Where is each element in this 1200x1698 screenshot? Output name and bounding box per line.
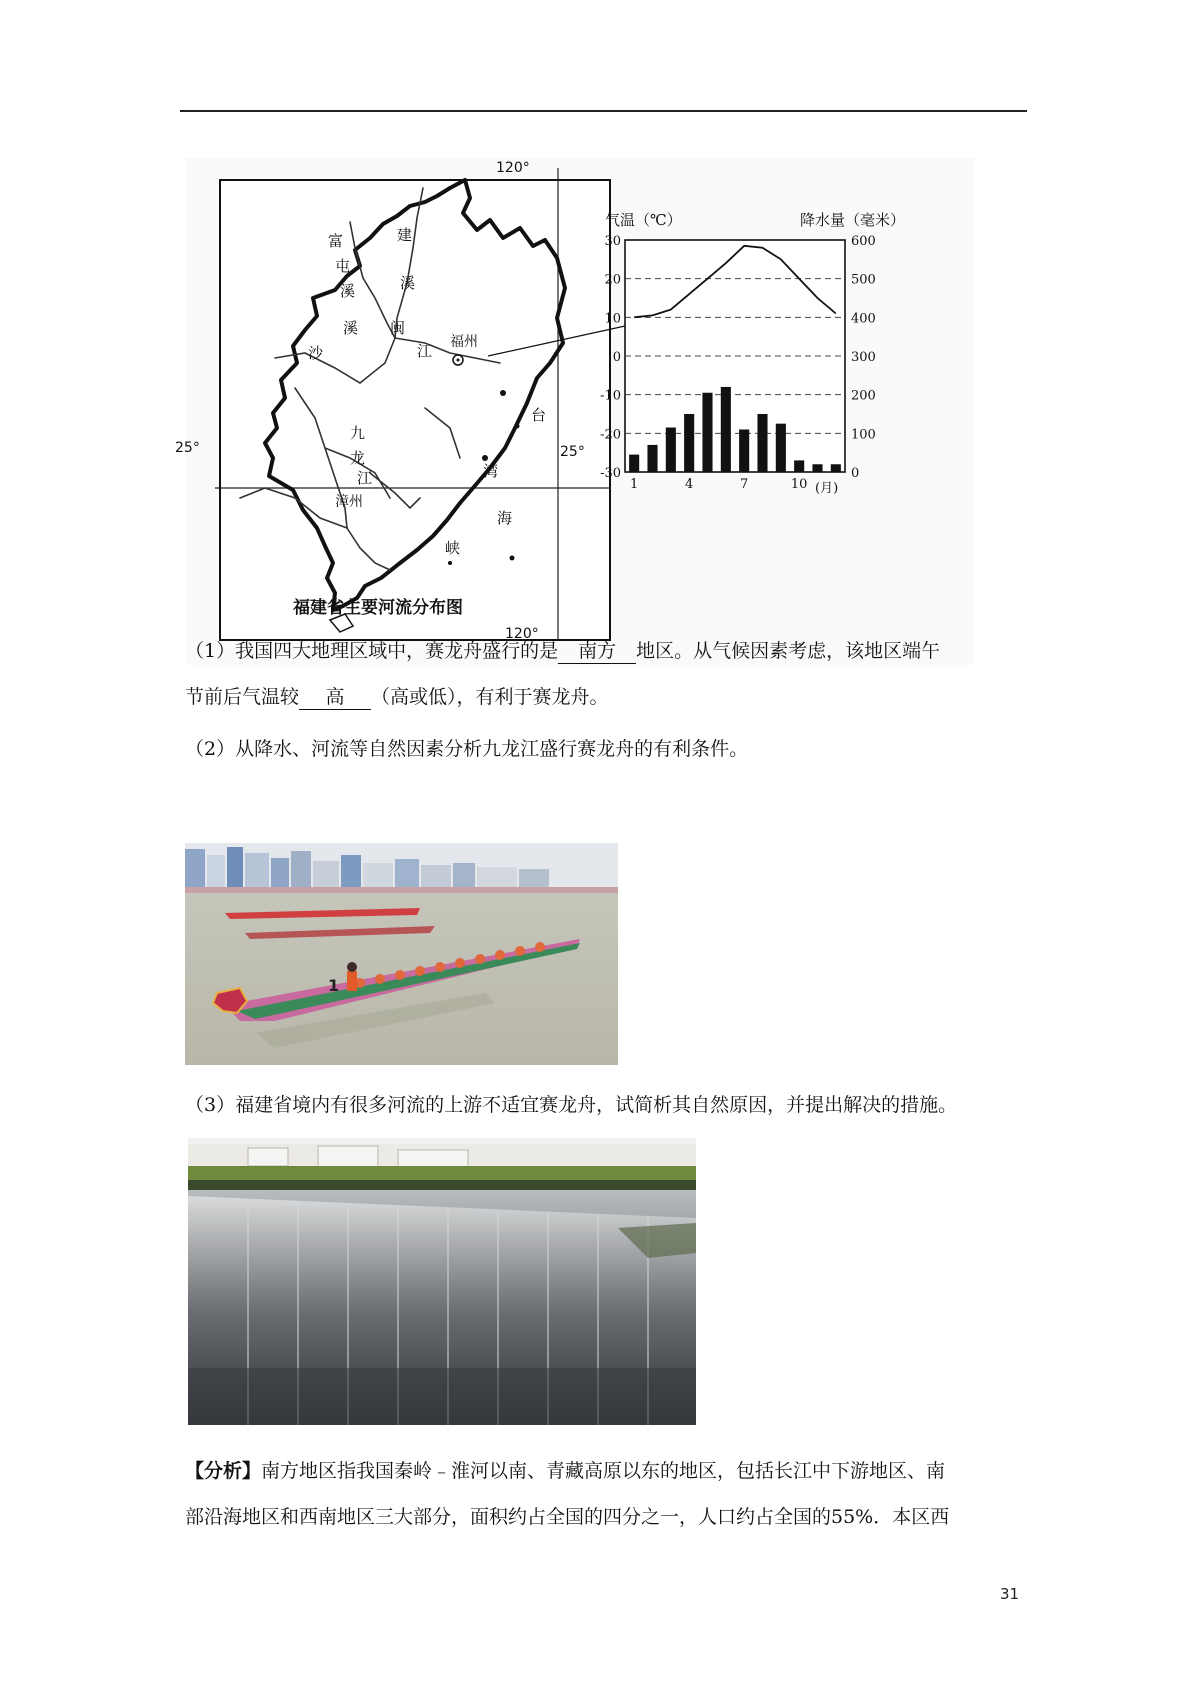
precipitation-bar-month-12 [831,464,841,472]
label-strait-2: 湾 [483,462,499,480]
label-jianxi-2: 溪 [400,274,416,292]
label-fuzhou: 福州 [450,334,478,350]
y-left-axis-label: 气温（℃） [605,211,682,229]
precipitation-bar-month-5 [702,393,712,472]
precipitation-bar-month-7 [739,429,749,472]
y-left-tick-label: -30 [600,466,621,481]
lat-label-mid: 25° [560,444,585,460]
q1-answer-blank-1: 南方 [558,639,636,664]
y-left-tick-label: 30 [604,234,621,249]
y-left-tick-label: 10 [604,311,621,327]
dragon-boat-photo [185,843,618,1065]
analysis-paragraph [185,1448,1035,1540]
question-1 [185,628,1015,720]
label-strait-4: 峡 [445,539,461,557]
y-left-tick-label: 20 [604,272,621,288]
label-jiulong-2: 龙 [350,449,366,467]
q1-suffix: （高或低），有利于赛龙舟。 [371,686,609,708]
x-tick-label: 7 [740,477,749,492]
q2-text: （2）从降水、河流等自然因素分析九龙江盛行赛龙舟的有利条件。 [185,738,749,760]
y-right-tick-label: 400 [851,311,876,327]
label-jianxi-1: 建 [397,226,413,244]
label-shaxi-1: 沙 [308,344,324,362]
y-right-tick-label: 200 [851,388,876,404]
question-3 [185,1082,1035,1128]
y-right-tick-label: 500 [851,272,876,288]
label-futun-1: 富 [328,232,344,250]
precipitation-bar-month-8 [757,414,767,472]
lon-label-bottom: 120° [505,626,539,642]
y-right-tick-label: 300 [851,350,876,365]
precipitation-bar-month-1 [629,455,639,472]
y-left-tick-label: -10 [600,388,621,404]
fujian-river-map [175,158,975,665]
y-right-axis-label: 降水量（毫米） [800,211,906,229]
label-zhangzhou: 漳州 [335,494,363,510]
map-figure [175,158,975,665]
label-jiulong-3: 江 [357,469,373,487]
label-futun-2: 屯 [335,257,351,275]
y-left-tick-label: 0 [612,350,621,365]
label-futun-3: 溪 [340,282,356,300]
q1-line2-prefix: 节前后气温较 [185,686,300,708]
x-unit-label: (月) [815,481,839,496]
analysis-line-1: 南方地区指我国秦岭﹣淮河以南、青藏高原以东的地区，包括长江中下游地区、南 [261,1460,946,1482]
y-left-tick-label: -20 [600,427,621,443]
page-number: 31 [1000,1585,1020,1603]
q1-prefix: （1）我国四大地理区域中，赛龙舟盛行的是 [185,640,559,662]
analysis-tag: 【分析】 [185,1460,262,1482]
map-caption: 福建省主要河流分布图 [293,598,463,618]
y-right-tick-label: 0 [851,466,860,481]
precipitation-bar-month-6 [721,387,731,472]
analysis-line-2: 部沿海地区和西南地区三大部分，面积约占全国的四分之一，人口约占全国的55%．本区西 [185,1506,950,1528]
x-tick-label: 4 [685,477,694,492]
label-strait-1: 台 [531,406,547,424]
x-tick-label: 1 [630,477,639,492]
question-2 [185,726,1015,772]
y-right-tick-label: 600 [851,234,876,249]
x-tick-label: 10 [790,477,808,492]
precipitation-bar-month-4 [684,414,694,472]
boat-number: 1 [328,976,340,995]
q1-middle: 地区。从气候因素考虑，该地区端午 [636,640,941,662]
label-minjiang-1: 闽 [390,319,406,337]
dam-waterfall-photo [188,1138,696,1425]
label-jiulong-1: 九 [350,424,366,442]
precipitation-bar-month-2 [647,445,657,472]
precipitation-bar-month-11 [812,464,822,472]
precipitation-bar-month-9 [776,424,786,472]
lon-label-top: 120° [496,160,530,176]
header-rule [180,110,1027,112]
y-right-tick-label: 100 [851,427,876,443]
label-strait-3: 海 [497,509,513,527]
q3-text: （3）福建省境内有很多河流的上游不适宜赛龙舟，试简析其自然原因，并提出解决的措施。 [185,1094,958,1116]
lat-label-left: 25° [175,440,200,456]
precipitation-bar-month-10 [794,460,804,472]
precipitation-bar-month-3 [666,428,676,472]
q1-answer-blank-2: 高 [299,685,371,710]
label-minjiang-2: 江 [417,342,433,360]
label-shaxi-2: 溪 [343,319,359,337]
